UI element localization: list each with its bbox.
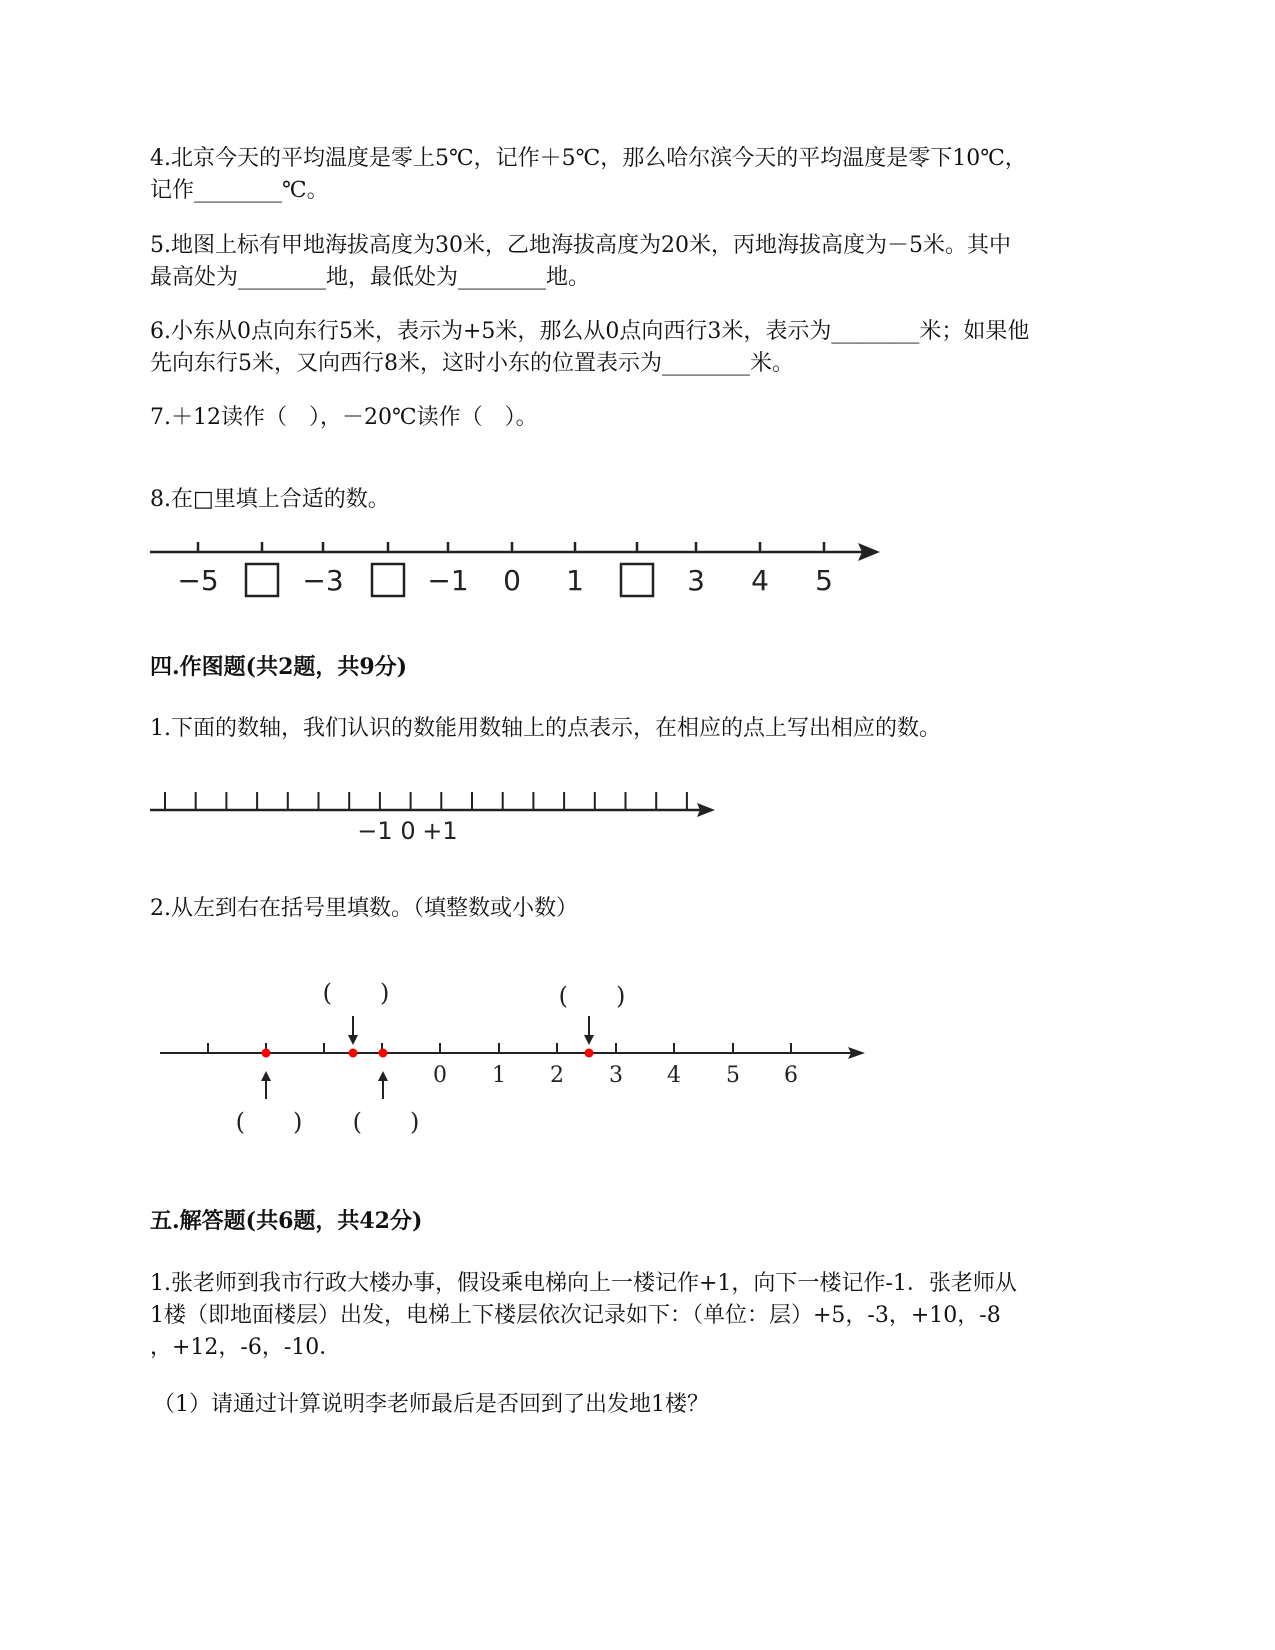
tick-label: −1 [427,564,469,597]
question-5-line-2: 最高处为________地，最低处为________地。 [150,265,591,290]
marked-point [379,1049,388,1058]
question-6-line-2: 先向东行5米，又向西行8米，这时小东的位置表示为________米。 [150,351,794,376]
tick-label: 3 [687,564,705,597]
question-4-line-2: 记作________℃。 [150,178,329,203]
answer-box[interactable] [372,564,404,596]
tick-label: 6 [784,1063,798,1088]
question-5-line-1: 5.地图上标有甲地海拔高度为30米，乙地海拔高度为20米，丙地海拔高度为－5米。其中 [150,233,1011,258]
section-4-question-1: 1.下面的数轴，我们认识的数能用数轴上的点表示，在相应的点上写出相应的数。 [150,716,941,741]
arrow-head [584,1035,594,1045]
answer-box[interactable] [621,564,653,596]
tick-label: 2 [550,1063,564,1088]
tick-label: 0 [433,1063,447,1088]
section-4-question-2: 2.从左到右在括号里填数。（填整数或小数） [150,896,578,921]
section-5-question-1-line-3: ，+12，-6，-10． [150,1335,342,1360]
section-5-heading: 五.解答题(共6题，共42分) [150,1208,423,1234]
tick-label: 5 [726,1063,740,1088]
tick-label: 4 [667,1063,681,1088]
tick-label: 1 [566,564,584,597]
question-8: 8.在□里填上合适的数。 [150,487,390,512]
tick-label: −3 [302,564,344,597]
axis-arrow [858,543,880,561]
tick-label: 0 [400,817,416,845]
answer-box[interactable] [246,564,278,596]
arrow-head [378,1071,388,1081]
tick-label: 4 [751,564,769,597]
marked-point [349,1049,358,1058]
marked-point [262,1049,271,1058]
question-6-line-1: 6.小东从0点向东行5米，表示为+5米，那么从0点向西行3米，表示为________米；如果他 [150,319,1030,344]
axis-arrow [848,1047,865,1059]
arrow-head [348,1035,358,1045]
question-4-line-1: 4.北京今天的平均温度是零上5℃，记作＋5℃，那么哈尔滨今天的平均温度是零下10℃， [150,146,1027,171]
answer-bracket[interactable]: ( ) [235,1108,303,1136]
answer-bracket[interactable]: ( ) [558,982,626,1010]
tick-label: 1 [492,1063,506,1088]
tick-label: +1 [422,817,458,845]
axis-arrow [697,803,715,817]
answer-bracket[interactable]: ( ) [322,979,390,1007]
marked-point [585,1049,594,1058]
arrow-head [261,1071,271,1081]
tick-label: 3 [609,1063,623,1088]
tick-label: 5 [815,564,833,597]
section-5-question-1-sub-1: （1）请通过计算说明李老师最后是否回到了出发地1楼？ [153,1392,709,1417]
section-5-question-1-line-1: 1.张老师到我市行政大楼办事，假设乘电梯向上一楼记作+1，向下一楼记作-1．张老师从 [150,1271,1017,1296]
tick-label: −5 [177,564,219,597]
answer-bracket[interactable]: ( ) [352,1108,420,1136]
tick-label: −1 [357,817,393,845]
section-4-heading: 四.作图题(共2题，共9分) [150,654,408,680]
question-7: 7.＋12读作（ ），－20℃读作（ ）。 [150,405,538,430]
section-5-question-1-line-2: 1楼（即地面楼层）出发，电梯上下楼层依次记录如下：（单位：层）+5，-3，+10，-8 [150,1303,1001,1328]
tick-label: 0 [503,564,521,597]
